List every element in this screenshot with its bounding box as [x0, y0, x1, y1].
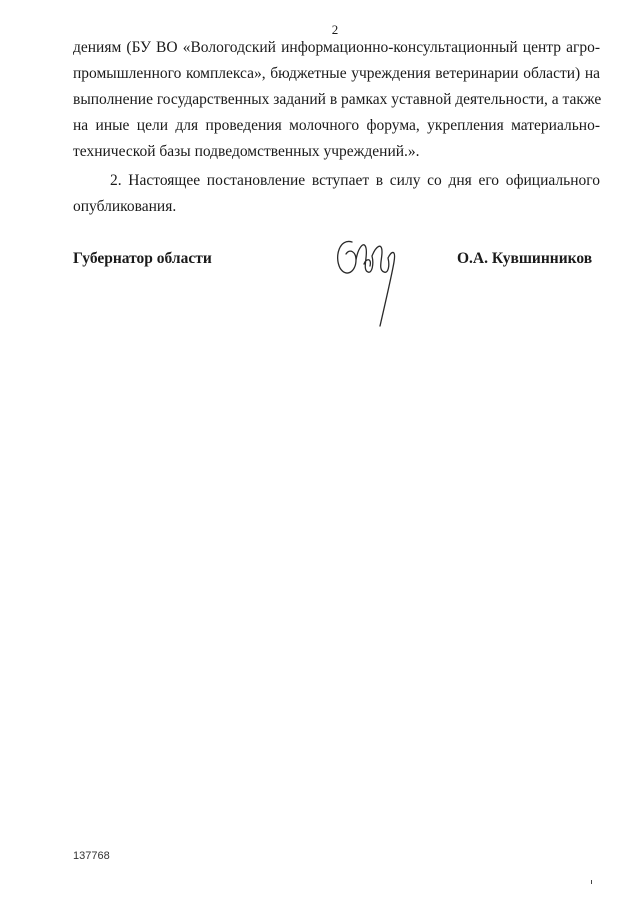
body-text-line: на иные цели для проведения молочного форума, укрепления материально- [73, 117, 600, 134]
body-text-line: технической базы подведомственных учреждений.». [73, 143, 420, 160]
body-text-line: дениям (БУ ВО «Вологодский информационно-консультационный центр агро- [73, 39, 600, 56]
paragraph-2-line: 2. Настоящее постановление вступает в силу со дня его официального [110, 172, 600, 189]
signer-name: О.А. Кувшинников [457, 250, 593, 267]
body-text-line: выполнение государственных заданий в рамках уставной деятельности, а также [73, 91, 602, 108]
scan-mark [591, 880, 592, 884]
document-code: 137768 [73, 850, 110, 862]
paragraph-2-line: опубликования. [73, 198, 177, 215]
body-text-line: промышленного комплекса», бюджетные учреждения ветеринарии области) на [73, 65, 600, 82]
position-title: Губернатор области [73, 250, 212, 267]
handwritten-signature [330, 228, 410, 328]
page-number: 2 [331, 22, 339, 37]
